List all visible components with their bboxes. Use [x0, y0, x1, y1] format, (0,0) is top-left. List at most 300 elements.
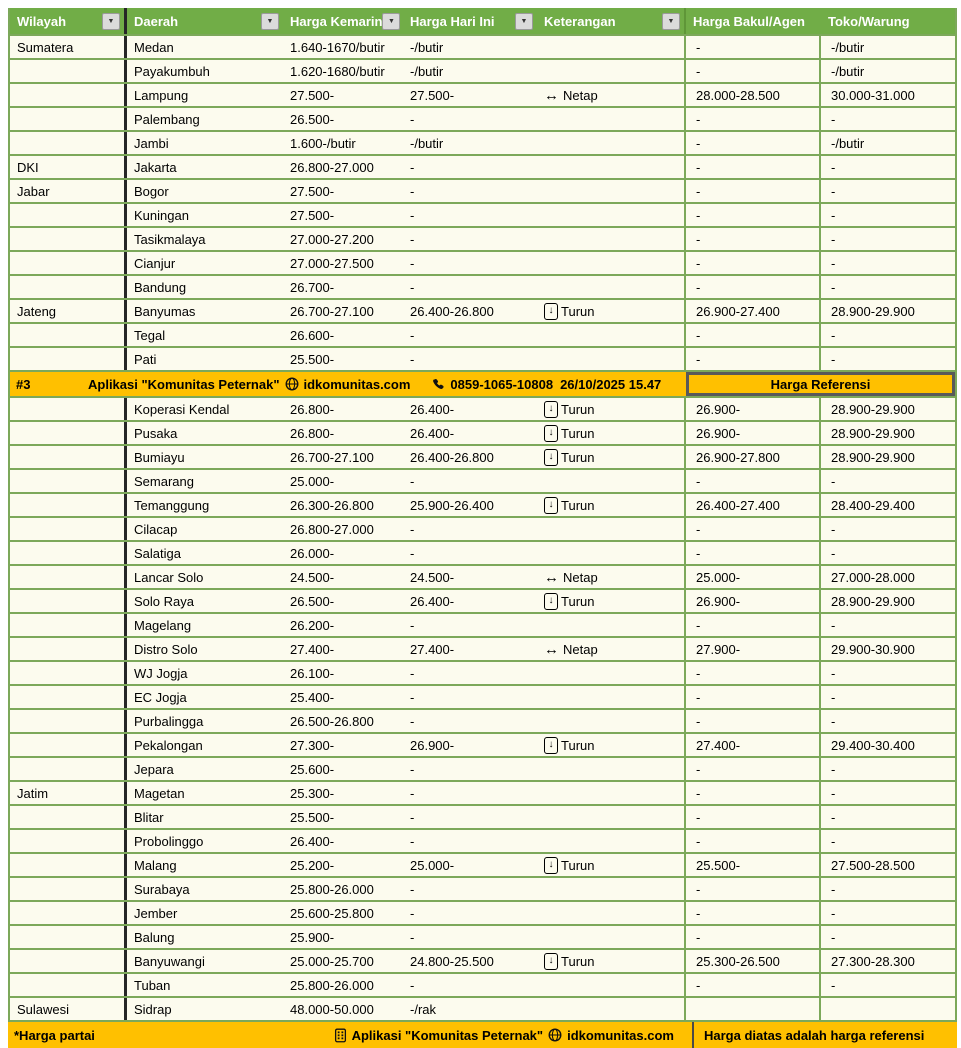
keterangan-cell[interactable] — [537, 228, 686, 250]
toko-warung-cell[interactable] — [821, 710, 955, 732]
toko-warung-cell[interactable] — [821, 950, 955, 972]
daerah-cell[interactable] — [127, 518, 283, 540]
toko-warung-cell[interactable] — [821, 686, 955, 708]
wilayah-cell[interactable] — [10, 758, 127, 780]
harga-bakul-cell[interactable] — [686, 950, 821, 972]
filter-dropdown-icon[interactable]: ▼ — [662, 13, 680, 30]
harga-hari-ini-cell[interactable] — [403, 324, 537, 346]
harga-bakul-value: 26.900- — [696, 401, 741, 417]
toko-warung-cell[interactable] — [821, 36, 955, 58]
harga-kemarin-cell[interactable] — [283, 108, 403, 130]
daerah-cell[interactable] — [127, 300, 283, 322]
harga-hari-ini-cell[interactable] — [403, 348, 537, 370]
toko-warung-cell[interactable] — [821, 228, 955, 250]
harga-kemarin-cell[interactable] — [283, 228, 403, 250]
toko-warung-cell[interactable] — [821, 324, 955, 346]
wilayah-cell[interactable] — [10, 156, 127, 178]
wilayah-cell[interactable] — [10, 324, 127, 346]
wilayah-cell[interactable] — [10, 60, 127, 82]
wilayah-cell[interactable] — [10, 84, 127, 106]
toko-warung-cell[interactable] — [821, 542, 955, 564]
harga-bakul-cell[interactable] — [686, 324, 821, 346]
wilayah-cell[interactable] — [10, 132, 127, 154]
wilayah-cell[interactable] — [10, 542, 127, 564]
wilayah-cell[interactable] — [10, 566, 127, 588]
toko-warung-cell[interactable] — [821, 398, 955, 420]
harga-bakul-cell[interactable] — [686, 662, 821, 684]
keterangan-cell[interactable] — [537, 324, 686, 346]
harga-kemarin-cell[interactable] — [283, 494, 403, 516]
harga-kemarin-cell[interactable] — [283, 974, 403, 996]
wilayah-cell[interactable] — [10, 854, 127, 876]
daerah-cell[interactable] — [127, 60, 283, 82]
keterangan-cell[interactable] — [537, 204, 686, 226]
wilayah-cell[interactable] — [10, 806, 127, 828]
daerah-cell[interactable] — [127, 180, 283, 202]
harga-hari-ini-cell[interactable] — [403, 902, 537, 924]
keterangan-cell[interactable] — [537, 638, 686, 660]
toko-warung-cell[interactable] — [821, 132, 955, 154]
footer-reference-cell[interactable] — [692, 1022, 957, 1048]
keterangan-cell[interactable] — [537, 926, 686, 948]
harga-kemarin-cell[interactable] — [283, 782, 403, 804]
harga-bakul-cell[interactable] — [686, 710, 821, 732]
keterangan-cell[interactable] — [537, 974, 686, 996]
harga-kemarin-cell[interactable] — [283, 180, 403, 202]
toko-warung-cell[interactable] — [821, 758, 955, 780]
harga-hari-ini-cell[interactable] — [403, 446, 537, 468]
harga-kemarin-cell[interactable] — [283, 734, 403, 756]
keterangan-cell[interactable] — [537, 566, 686, 588]
daerah-cell[interactable] — [127, 324, 283, 346]
daerah-cell[interactable] — [127, 398, 283, 420]
harga-kemarin-cell[interactable] — [283, 710, 403, 732]
harga-bakul-cell[interactable] — [686, 132, 821, 154]
toko-warung-cell[interactable] — [821, 782, 955, 804]
harga-hari-ini-cell[interactable] — [403, 84, 537, 106]
keterangan-cell[interactable] — [537, 300, 686, 322]
daerah-cell[interactable] — [127, 422, 283, 444]
harga-bakul-cell[interactable] — [686, 758, 821, 780]
promo-banner[interactable] — [10, 372, 686, 396]
daerah-cell[interactable] — [127, 926, 283, 948]
harga-bakul-cell[interactable] — [686, 686, 821, 708]
harga-hari-ini-cell[interactable] — [403, 542, 537, 564]
harga-hari-ini-cell[interactable] — [403, 204, 537, 226]
harga-bakul-cell[interactable] — [686, 566, 821, 588]
daerah-cell[interactable] — [127, 252, 283, 274]
toko-warung-cell[interactable] — [821, 518, 955, 540]
harga-kemarin-cell[interactable] — [283, 566, 403, 588]
daerah-cell[interactable] — [127, 108, 283, 130]
keterangan-cell[interactable] — [537, 494, 686, 516]
filter-dropdown-icon[interactable]: ▼ — [102, 13, 120, 30]
toko-warung-cell[interactable] — [821, 494, 955, 516]
daerah-cell[interactable] — [127, 36, 283, 58]
harga-hari-ini-cell[interactable] — [403, 686, 537, 708]
harga-kemarin-cell[interactable] — [283, 998, 403, 1020]
wilayah-cell[interactable] — [10, 36, 127, 58]
wilayah-cell[interactable] — [10, 830, 127, 852]
harga-kemarin-cell[interactable] — [283, 204, 403, 226]
harga-kemarin-cell[interactable] — [283, 324, 403, 346]
harga-bakul-cell[interactable] — [686, 422, 821, 444]
toko-warung-cell[interactable] — [821, 252, 955, 274]
harga-hari-ini-cell[interactable] — [403, 638, 537, 660]
toko-warung-cell[interactable] — [821, 614, 955, 636]
keterangan-cell[interactable] — [537, 348, 686, 370]
harga-bakul-cell[interactable] — [686, 470, 821, 492]
harga-hari-ini-cell[interactable] — [403, 422, 537, 444]
daerah-cell[interactable] — [127, 446, 283, 468]
harga-hari-ini-cell[interactable] — [403, 132, 537, 154]
daerah-cell[interactable] — [127, 974, 283, 996]
daerah-cell[interactable] — [127, 998, 283, 1020]
harga-kemarin-cell[interactable] — [283, 36, 403, 58]
harga-bakul-cell[interactable] — [686, 180, 821, 202]
harga-bakul-cell[interactable] — [686, 228, 821, 250]
harga-kemarin-cell[interactable] — [283, 830, 403, 852]
wilayah-cell[interactable] — [10, 204, 127, 226]
harga-bakul-cell[interactable] — [686, 854, 821, 876]
keterangan-cell[interactable] — [537, 108, 686, 130]
harga-bakul-cell[interactable] — [686, 446, 821, 468]
daerah-cell[interactable] — [127, 830, 283, 852]
harga-hari-ini-cell[interactable] — [403, 758, 537, 780]
keterangan-cell[interactable] — [537, 782, 686, 804]
harga-bakul-cell[interactable] — [686, 494, 821, 516]
toko-warung-cell[interactable] — [821, 446, 955, 468]
harga-kemarin-cell[interactable] — [283, 950, 403, 972]
daerah-cell[interactable] — [127, 902, 283, 924]
daerah-cell[interactable] — [127, 854, 283, 876]
wilayah-cell[interactable] — [10, 252, 127, 274]
keterangan-cell[interactable] — [537, 446, 686, 468]
wilayah-cell[interactable] — [10, 300, 127, 322]
daerah-cell[interactable] — [127, 542, 283, 564]
harga-kemarin-cell[interactable] — [283, 252, 403, 274]
daerah-cell[interactable] — [127, 204, 283, 226]
harga-kemarin-cell[interactable] — [283, 902, 403, 924]
toko-warung-cell[interactable] — [821, 638, 955, 660]
daerah-cell[interactable] — [127, 348, 283, 370]
keterangan-cell[interactable] — [537, 998, 686, 1020]
keterangan-cell[interactable] — [537, 614, 686, 636]
toko-warung-cell[interactable] — [821, 156, 955, 178]
wilayah-cell[interactable] — [10, 398, 127, 420]
keterangan-cell[interactable] — [537, 36, 686, 58]
daerah-cell[interactable] — [127, 806, 283, 828]
toko-warung-cell[interactable] — [821, 422, 955, 444]
harga-hari-ini-cell[interactable] — [403, 830, 537, 852]
harga-kemarin-cell[interactable] — [283, 60, 403, 82]
harga-hari-ini-cell[interactable] — [403, 614, 537, 636]
harga-kemarin-cell[interactable] — [283, 662, 403, 684]
footer-left-cell[interactable] — [8, 1022, 692, 1048]
harga-kemarin-cell[interactable] — [283, 300, 403, 322]
daerah-cell[interactable] — [127, 710, 283, 732]
keterangan-cell[interactable] — [537, 662, 686, 684]
keterangan-cell[interactable] — [537, 710, 686, 732]
filter-dropdown-icon[interactable]: ▼ — [382, 13, 400, 30]
toko-warung-cell[interactable] — [821, 348, 955, 370]
wilayah-cell[interactable] — [10, 518, 127, 540]
wilayah-cell[interactable] — [10, 998, 127, 1020]
harga-bakul-cell[interactable] — [686, 348, 821, 370]
keterangan-cell[interactable] — [537, 156, 686, 178]
keterangan-cell[interactable] — [537, 878, 686, 900]
harga-hari-ini-cell[interactable] — [403, 806, 537, 828]
header-toko-warung[interactable] — [821, 8, 955, 34]
wilayah-cell[interactable] — [10, 782, 127, 804]
harga-hari-ini-cell[interactable] — [403, 566, 537, 588]
wilayah-cell[interactable] — [10, 710, 127, 732]
wilayah-cell[interactable] — [10, 902, 127, 924]
wilayah-cell[interactable] — [10, 108, 127, 130]
header-label: Wilayah — [17, 13, 67, 29]
toko-warung-cell[interactable] — [821, 300, 955, 322]
keterangan-cell[interactable] — [537, 854, 686, 876]
daerah-cell[interactable] — [127, 84, 283, 106]
harga-kemarin-cell[interactable] — [283, 806, 403, 828]
harga-hari-ini-cell[interactable] — [403, 494, 537, 516]
harga-kemarin-cell[interactable] — [283, 854, 403, 876]
harga-kemarin-cell[interactable] — [283, 84, 403, 106]
wilayah-cell[interactable] — [10, 590, 127, 612]
harga-kemarin-cell[interactable] — [283, 614, 403, 636]
harga-kemarin-cell[interactable] — [283, 686, 403, 708]
harga-hari-ini-cell[interactable] — [403, 734, 537, 756]
toko-warung-cell[interactable] — [821, 84, 955, 106]
harga-bakul-cell[interactable] — [686, 84, 821, 106]
daerah-cell[interactable] — [127, 470, 283, 492]
harga-hari-ini-cell[interactable] — [403, 998, 537, 1020]
daerah-cell[interactable] — [127, 494, 283, 516]
harga-bakul-cell[interactable] — [686, 60, 821, 82]
toko-warung-cell[interactable] — [821, 590, 955, 612]
daerah-value: Blitar — [134, 809, 164, 825]
harga-bakul-cell[interactable] — [686, 590, 821, 612]
keterangan-cell[interactable] — [537, 950, 686, 972]
keterangan-cell[interactable] — [537, 398, 686, 420]
harga-hari-ini-cell[interactable] — [403, 180, 537, 202]
harga-bakul-cell[interactable] — [686, 926, 821, 948]
wilayah-cell[interactable] — [10, 950, 127, 972]
keterangan-cell[interactable] — [537, 806, 686, 828]
harga-kemarin-cell[interactable] — [283, 470, 403, 492]
harga-bakul-cell[interactable] — [686, 614, 821, 636]
daerah-cell[interactable] — [127, 590, 283, 612]
harga-bakul-cell[interactable] — [686, 36, 821, 58]
harga-hari-ini-cell[interactable] — [403, 300, 537, 322]
daerah-cell[interactable] — [127, 734, 283, 756]
harga-kemarin-cell[interactable] — [283, 758, 403, 780]
harga-kemarin-cell[interactable] — [283, 276, 403, 298]
wilayah-cell[interactable] — [10, 974, 127, 996]
harga-bakul-cell[interactable] — [686, 806, 821, 828]
header-wilayah[interactable] — [10, 8, 127, 34]
harga-kemarin-cell[interactable] — [283, 132, 403, 154]
wilayah-cell[interactable] — [10, 228, 127, 250]
keterangan-cell[interactable] — [537, 252, 686, 274]
daerah-cell[interactable] — [127, 566, 283, 588]
toko-warung-cell[interactable] — [821, 998, 955, 1020]
daerah-cell[interactable] — [127, 638, 283, 660]
daerah-cell[interactable] — [127, 782, 283, 804]
harga-bakul-cell[interactable] — [686, 878, 821, 900]
header-harga-kemarin[interactable] — [283, 8, 403, 34]
wilayah-cell[interactable] — [10, 276, 127, 298]
harga-hari-ini-cell[interactable] — [403, 950, 537, 972]
harga-bakul-cell[interactable] — [686, 300, 821, 322]
harga-bakul-cell[interactable] — [686, 998, 821, 1020]
toko-warung-cell[interactable] — [821, 926, 955, 948]
harga-bakul-cell[interactable] — [686, 782, 821, 804]
toko-warung-cell[interactable] — [821, 180, 955, 202]
harga-hari-ini-cell[interactable] — [403, 108, 537, 130]
harga-hari-ini-cell[interactable] — [403, 926, 537, 948]
keterangan-cell[interactable] — [537, 542, 686, 564]
harga-hari-ini-cell[interactable] — [403, 974, 537, 996]
toko-warung-cell[interactable] — [821, 204, 955, 226]
wilayah-cell[interactable] — [10, 926, 127, 948]
harga-kemarin-cell[interactable] — [283, 348, 403, 370]
harga-kemarin-cell[interactable] — [283, 398, 403, 420]
toko-warung-cell[interactable] — [821, 734, 955, 756]
harga-hari-ini-cell[interactable] — [403, 854, 537, 876]
harga-bakul-cell[interactable] — [686, 902, 821, 924]
daerah-cell[interactable] — [127, 276, 283, 298]
filter-dropdown-icon[interactable]: ▼ — [261, 13, 279, 30]
toko-warung-cell[interactable] — [821, 566, 955, 588]
harga-hari-ini-cell[interactable] — [403, 228, 537, 250]
harga-kemarin-cell[interactable] — [283, 926, 403, 948]
harga-bakul-cell[interactable] — [686, 734, 821, 756]
harga-kemarin-cell[interactable] — [283, 590, 403, 612]
toko-warung-cell[interactable] — [821, 470, 955, 492]
harga-hari-ini-cell[interactable] — [403, 782, 537, 804]
wilayah-cell[interactable] — [10, 878, 127, 900]
header-keterangan[interactable] — [537, 8, 686, 34]
header-daerah[interactable] — [127, 8, 283, 34]
daerah-cell[interactable] — [127, 156, 283, 178]
wilayah-cell[interactable] — [10, 446, 127, 468]
harga-hari-ini-cell[interactable] — [403, 36, 537, 58]
harga-bakul-cell[interactable] — [686, 518, 821, 540]
wilayah-cell[interactable] — [10, 614, 127, 636]
daerah-value: Balung — [134, 929, 175, 945]
daerah-cell[interactable] — [127, 950, 283, 972]
keterangan-cell[interactable] — [537, 180, 686, 202]
harga-kemarin-cell[interactable] — [283, 542, 403, 564]
wilayah-cell[interactable] — [10, 470, 127, 492]
toko-warung-cell[interactable] — [821, 974, 955, 996]
harga-bakul-cell[interactable] — [686, 276, 821, 298]
keterangan-cell[interactable] — [537, 734, 686, 756]
wilayah-cell[interactable] — [10, 686, 127, 708]
header-harga-bakul[interactable] — [686, 8, 821, 34]
toko-warung-cell[interactable] — [821, 806, 955, 828]
harga-kemarin-cell[interactable] — [283, 422, 403, 444]
toko-warung-cell[interactable] — [821, 108, 955, 130]
harga-bakul-cell[interactable] — [686, 156, 821, 178]
keterangan-cell[interactable] — [537, 132, 686, 154]
keterangan-cell[interactable] — [537, 470, 686, 492]
toko-warung-cell[interactable] — [821, 854, 955, 876]
harga-hari-ini-cell[interactable] — [403, 518, 537, 540]
harga-referensi-cell[interactable] — [686, 372, 955, 396]
wilayah-cell[interactable] — [10, 662, 127, 684]
daerah-cell[interactable] — [127, 614, 283, 636]
wilayah-cell[interactable] — [10, 180, 127, 202]
keterangan-cell[interactable] — [537, 84, 686, 106]
harga-bakul-cell[interactable] — [686, 252, 821, 274]
toko-warung-cell[interactable] — [821, 878, 955, 900]
header-harga-hari-ini[interactable] — [403, 8, 537, 34]
harga-hari-ini-cell[interactable] — [403, 60, 537, 82]
harga-kemarin-cell[interactable] — [283, 156, 403, 178]
wilayah-cell[interactable] — [10, 638, 127, 660]
harga-hari-ini-cell[interactable] — [403, 878, 537, 900]
harga-bakul-cell[interactable] — [686, 542, 821, 564]
daerah-cell[interactable] — [127, 228, 283, 250]
daerah-cell[interactable] — [127, 878, 283, 900]
daerah-cell[interactable] — [127, 662, 283, 684]
keterangan-cell[interactable] — [537, 830, 686, 852]
keterangan-cell[interactable] — [537, 902, 686, 924]
harga-hari-ini-cell[interactable] — [403, 590, 537, 612]
harga-hari-ini-cell[interactable] — [403, 156, 537, 178]
keterangan-cell[interactable] — [537, 758, 686, 780]
wilayah-cell[interactable] — [10, 422, 127, 444]
harga-hari-ini-cell[interactable] — [403, 662, 537, 684]
toko-warung-cell[interactable] — [821, 662, 955, 684]
daerah-cell[interactable] — [127, 686, 283, 708]
harga-hari-ini-cell[interactable] — [403, 710, 537, 732]
keterangan-cell[interactable] — [537, 422, 686, 444]
daerah-cell[interactable] — [127, 758, 283, 780]
keterangan-cell[interactable] — [537, 60, 686, 82]
harga-bakul-cell[interactable] — [686, 638, 821, 660]
wilayah-cell[interactable] — [10, 734, 127, 756]
harga-hari-ini-cell[interactable] — [403, 398, 537, 420]
toko-warung-cell[interactable] — [821, 902, 955, 924]
toko-warung-cell[interactable] — [821, 276, 955, 298]
daerah-cell[interactable] — [127, 132, 283, 154]
keterangan-cell[interactable] — [537, 518, 686, 540]
filter-dropdown-icon[interactable]: ▼ — [515, 13, 533, 30]
harga-hari-ini-cell[interactable] — [403, 470, 537, 492]
harga-hari-ini-cell[interactable] — [403, 252, 537, 274]
keterangan-cell[interactable] — [537, 590, 686, 612]
toko-warung-cell[interactable] — [821, 60, 955, 82]
harga-kemarin-cell[interactable] — [283, 518, 403, 540]
harga-kemarin-cell[interactable] — [283, 878, 403, 900]
harga-bakul-cell[interactable] — [686, 204, 821, 226]
toko-warung-cell[interactable] — [821, 830, 955, 852]
harga-bakul-cell[interactable] — [686, 108, 821, 130]
harga-kemarin-cell[interactable] — [283, 446, 403, 468]
keterangan-cell[interactable] — [537, 276, 686, 298]
harga-kemarin-cell[interactable] — [283, 638, 403, 660]
harga-hari-ini-cell[interactable] — [403, 276, 537, 298]
harga-bakul-cell[interactable] — [686, 974, 821, 996]
wilayah-cell[interactable] — [10, 494, 127, 516]
harga-bakul-cell[interactable] — [686, 830, 821, 852]
keterangan-cell[interactable] — [537, 686, 686, 708]
wilayah-cell[interactable] — [10, 348, 127, 370]
harga-bakul-cell[interactable] — [686, 398, 821, 420]
